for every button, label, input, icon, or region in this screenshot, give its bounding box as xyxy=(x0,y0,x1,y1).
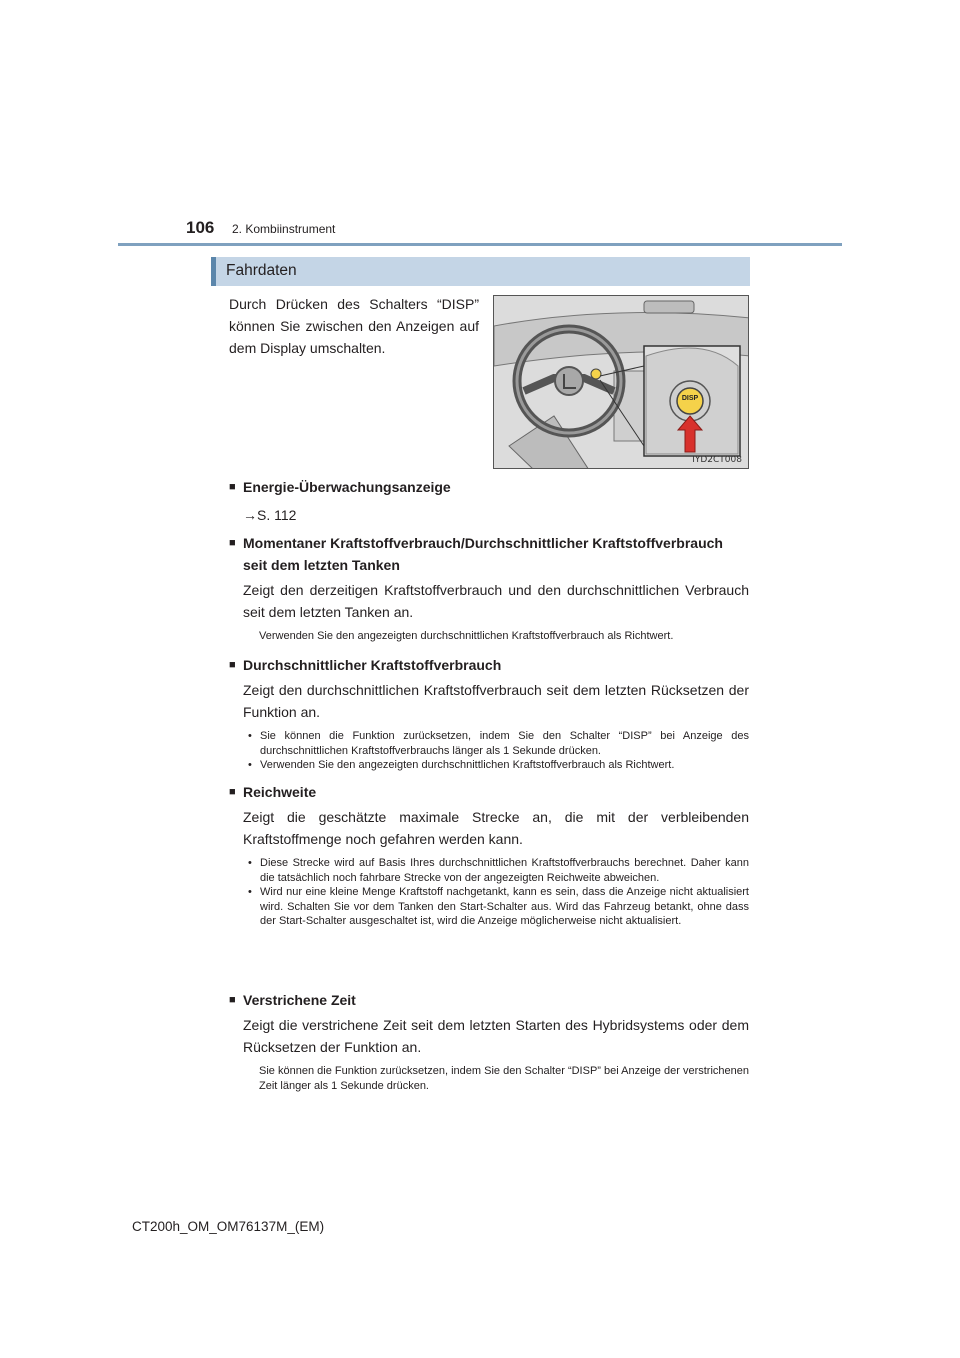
item-body: Zeigt den durchschnittlichen Kraftstoffverbrauch seit dem letzten Rücksetzen der Funktion an. xyxy=(243,682,749,720)
item-heading: Energie-Überwachungsanzeige xyxy=(243,479,451,495)
item-bullets xyxy=(243,729,749,773)
square-bullet-icon: ■ xyxy=(229,659,236,671)
item-range xyxy=(229,781,749,929)
item-body: Zeigt den derzeitigen Kraftstoffverbrauch und den durchschnittlichen Verbrauch seit dem letzten Tanken an. xyxy=(243,582,749,620)
bullet-item: • Wird nur eine kleine Menge Kraftstoff nachgetankt, kann es sein, dass die Anzeige nicht aktualisiert wird. Schalten Sie vor dem Tanken den Start-Schalter aus. Wird das Fahrzeug betankt, ohne dass der Start-Schalter ausgeschaltet ist, wird die Anzeige möglicherweise nicht aktualisiert. xyxy=(243,885,749,929)
item-body: Zeigt die geschätzte maximale Strecke an, die mit der verbleibenden Kraftstoffmenge noch gefahren werden kann. xyxy=(243,809,749,847)
bullet-item: • Verwenden Sie den angezeigten durchschnittlichen Kraftstoffverbrauch als Richtwert. xyxy=(243,758,749,773)
bullet-item: • Diese Strecke wird auf Basis Ihres durchschnittlichen Kraftstoffverbrauchs berechnet. Daher kann die tatsächlich noch fahrbare Strecke von der angezeigten Reichweite abweichen. xyxy=(243,856,749,885)
item-heading: Verstrichene Zeit xyxy=(243,992,356,1008)
square-bullet-icon: ■ xyxy=(229,786,236,798)
item-heading: Momentaner Kraftstoffverbrauch/Durchschnittlicher Kraftstoffverbrauch seit dem letzten Tanken xyxy=(243,535,723,573)
square-bullet-icon: ■ xyxy=(229,994,236,1006)
item-note: Sie können die Funktion zurücksetzen, indem Sie den Schalter “DISP” bei Anzeige der verstrichenen Zeit länger als 1 Sekunde drücken. xyxy=(259,1065,749,1092)
item-heading: Durchschnittlicher Kraftstoffverbrauch xyxy=(243,657,502,673)
section-heading xyxy=(211,257,750,286)
item-heading: Reichweite xyxy=(243,784,317,800)
bullet-item: • Sie können die Funktion zurücksetzen, indem Sie den Schalter “DISP” bei Anzeige des durchschnittlichen Kraftstoffverbrauchs länger als 1 Sekunde drücken. xyxy=(243,729,749,758)
figure-code: IYD2CT008 xyxy=(692,455,742,465)
square-bullet-icon: ■ xyxy=(229,537,236,549)
item-note: Verwenden Sie den angezeigten durchschnittlichen Kraftstoffverbrauch als Richtwert. xyxy=(259,630,674,642)
section-title: Fahrdaten xyxy=(226,262,297,279)
footer-code: CT200h_OM_OM76137M_(EM) xyxy=(132,1219,325,1234)
item-bullets xyxy=(243,856,749,929)
dashboard-drawing xyxy=(494,296,749,469)
page-number: 106 xyxy=(186,218,215,237)
item-body: Zeigt die verstrichene Zeit seit dem letzten Starten des Hybridsystems oder dem Rücksetzen der Funktion an. xyxy=(243,1017,749,1055)
square-bullet-icon: ■ xyxy=(229,481,236,493)
chapter-title: 2. Kombiinstrument xyxy=(232,222,336,236)
header-rule xyxy=(118,243,842,246)
item-average-consumption xyxy=(229,654,749,773)
item-energy-monitor xyxy=(229,476,749,526)
disp-button-label: DISP xyxy=(681,395,699,402)
item-elapsed-time xyxy=(229,989,749,1093)
dashboard-illustration xyxy=(493,295,749,469)
item-fuel-consumption xyxy=(229,532,749,644)
page-reference: →S. 112 xyxy=(243,507,297,523)
intro-paragraph: Durch Drücken des Schalters “DISP” können Sie zwischen den Anzeigen auf dem Display umschalten. xyxy=(229,296,479,356)
